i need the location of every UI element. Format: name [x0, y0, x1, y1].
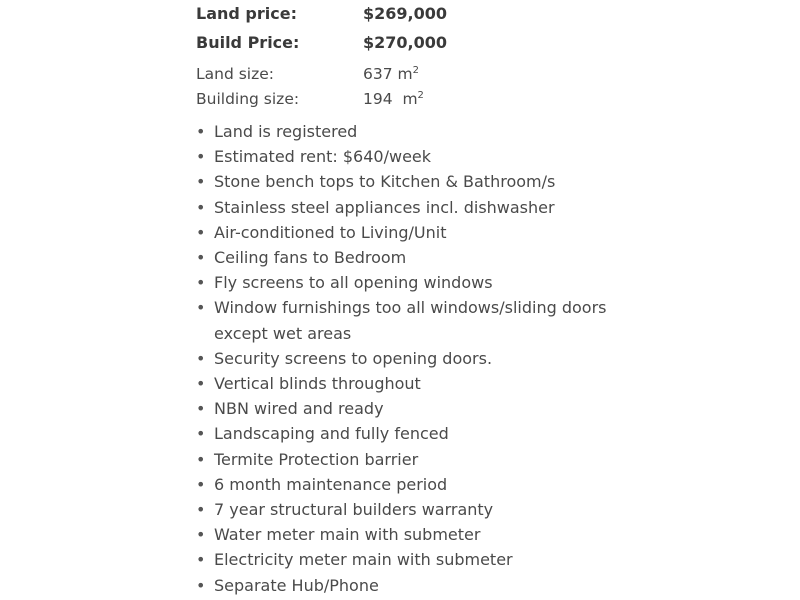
features-list [196, 119, 636, 598]
feature-text: Termite Protection barrier [214, 449, 419, 469]
list-item [196, 371, 636, 396]
list-item [196, 547, 636, 572]
feature-text: Window furnishings too all windows/sliding doors except wet areas [214, 298, 607, 343]
land-size-unit-superscript: 2 [412, 65, 419, 76]
list-item [196, 295, 636, 345]
list-item [196, 119, 636, 144]
list-item [196, 144, 636, 169]
list-item [196, 497, 636, 522]
bullet-icon: • [196, 550, 206, 570]
list-item [196, 522, 636, 547]
building-size-label: Building size: [196, 90, 300, 108]
list-item [196, 195, 636, 220]
bullet-icon: • [196, 197, 206, 217]
list-item [196, 573, 636, 598]
building-size-row [196, 90, 447, 115]
feature-text: Land is registered [214, 122, 358, 141]
bullet-icon: • [196, 575, 206, 595]
list-item [196, 396, 636, 421]
bullet-icon: • [196, 374, 206, 394]
land-size-label: Land size: [196, 65, 274, 83]
bullet-icon: • [196, 449, 206, 469]
feature-text: Vertical blinds throughout [214, 374, 421, 394]
feature-text: Security screens to opening doors. [214, 348, 493, 368]
bullet-icon: • [196, 424, 206, 444]
bullet-icon: • [196, 248, 206, 268]
land-price-value: $269,000 [363, 4, 448, 23]
land-price-label: Land price: [196, 4, 297, 23]
list-item [196, 169, 636, 194]
feature-text: Fly screens to all opening windows [214, 273, 493, 293]
list-item [196, 245, 636, 270]
land-size-number: 637 m [363, 65, 413, 83]
bullet-icon: • [196, 222, 206, 242]
land-size-row [196, 65, 447, 90]
feature-text: Water meter main with submeter [214, 525, 481, 545]
list-item [196, 346, 636, 371]
feature-text: Separate Hub/Phone [214, 575, 379, 595]
list-item [196, 421, 636, 446]
list-item [196, 472, 636, 497]
bullet-icon: • [196, 474, 206, 494]
bullet-icon: • [196, 172, 206, 192]
building-size-unit-superscript: 2 [417, 90, 424, 101]
bullet-icon: • [196, 147, 206, 167]
bullet-icon: • [196, 525, 206, 545]
land-size-value [363, 65, 419, 83]
feature-text: Ceiling fans to Bedroom [214, 248, 407, 268]
build-price-label: Build Price: [196, 33, 300, 52]
bullet-icon: • [196, 348, 206, 368]
feature-text: 7 year structural builders warranty [214, 500, 494, 520]
list-item [196, 270, 636, 295]
bullet-icon: • [196, 399, 206, 419]
land-price-row [196, 4, 447, 33]
feature-text: Stone bench tops to Kitchen & Bathroom/s [214, 172, 556, 192]
feature-text: Electricity meter main with submeter [214, 550, 513, 570]
build-price-value: $270,000 [363, 33, 448, 52]
build-price-row [196, 33, 447, 62]
building-size-value [363, 90, 424, 108]
feature-text: Stainless steel appliances incl. dishwasher [214, 197, 555, 217]
feature-text: Landscaping and fully fenced [214, 424, 449, 444]
building-size-number: 194 m [363, 90, 418, 108]
feature-text: Air-conditioned to Living/Unit [214, 222, 447, 242]
bullet-icon: • [196, 122, 206, 141]
list-item [196, 447, 636, 472]
feature-text: 6 month maintenance period [214, 474, 448, 494]
bullet-icon: • [196, 273, 206, 293]
spec-table [196, 4, 447, 115]
bullet-icon: • [196, 298, 206, 318]
feature-text: Estimated rent: $640/week [214, 147, 432, 167]
feature-text: NBN wired and ready [214, 399, 384, 419]
bullet-icon: • [196, 500, 206, 520]
list-item [196, 220, 636, 245]
